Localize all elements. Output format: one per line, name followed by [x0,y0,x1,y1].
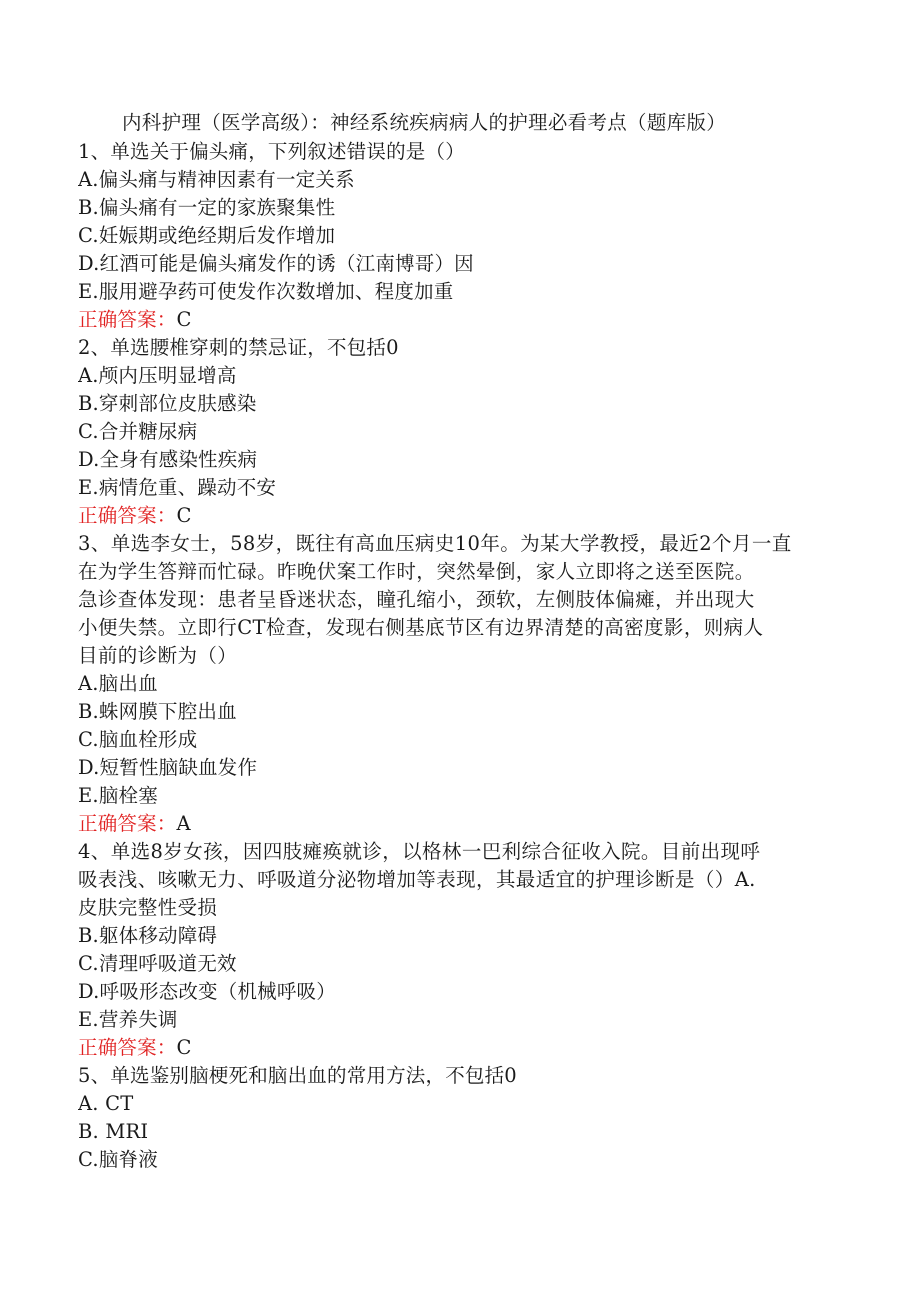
question-4 [78,838,838,1062]
question-stem: 5、单选鉴别脑梗死和脑出血的常用方法，不包括0 [78,1064,517,1087]
option-c: C.合并糖尿病 [78,420,198,443]
question-stem-line: 急诊查体发现：患者呈昏迷状态，瞳孔缩小，颈软，左侧肢体偏瘫，并出现大 [78,588,755,611]
option-b: B. MRI [78,1120,149,1143]
correct-answer [78,306,838,334]
option-e: E.营养失调 [78,1008,178,1031]
question-stem-line: 4、单选8岁女孩，因四肢瘫痪就诊，以格林一巴利综合征收入院。目前出现呼 [78,840,761,863]
option-a: A.偏头痛与精神因素有一定关系 [78,168,355,191]
answer-label: 正确答案： [78,504,177,527]
answer-value: C [176,1036,192,1059]
question-3 [78,530,838,838]
answer-value: C [176,504,192,527]
option-a: A. CT [78,1092,134,1115]
answer-label: 正确答案： [78,1036,177,1059]
option-c: C.脑血栓形成 [78,728,198,751]
question-stem-line: 3、单选李女士，58岁，既往有高血压病史10年。为某大学教授，最近2个月一直 [78,532,792,555]
option-d: D.短暂性脑缺血发作 [78,756,258,779]
answer-label: 正确答案： [78,308,177,331]
option-b: B.偏头痛有一定的家族聚集性 [78,196,336,219]
option-e: E.病情危重、躁动不安 [78,476,277,499]
option-b: B.蛛网膜下腔出血 [78,700,237,723]
question-list [78,138,838,1174]
option-b: B.躯体移动障碍 [78,924,218,947]
question-5 [78,1062,838,1174]
question-stem-line: 皮肤完整性受损 [78,896,218,919]
option-b: B.穿刺部位皮肤感染 [78,392,257,415]
option-d: D.呼吸形态改变（机械呼吸） [78,980,336,1003]
option-d: D.全身有感染性疾病 [78,448,258,471]
correct-answer [78,810,838,838]
question-stem-line: 小便失禁。立即行CT检查，发现右侧基底节区有边界清楚的高密度影，则病人 [78,616,764,639]
question-1 [78,138,838,334]
option-e: E.脑栓塞 [78,784,158,807]
correct-answer [78,1034,838,1062]
option-c: C.清理呼吸道无效 [78,952,237,975]
question-stem-line: 在为学生答辩而忙碌。昨晚伏案工作时，突然晕倒，家人立即将之送至医院。 [78,560,755,583]
question-2 [78,334,838,530]
answer-value: A [176,812,191,835]
option-c: C.脑脊液 [78,1148,158,1171]
question-stem-line: 吸表浅、咳嗽无力、呼吸道分泌物增加等表现，其最适宜的护理诊断是（）A. [78,868,756,891]
document-title: 内科护理（医学高级）：神经系统疾病病人的护理必看考点（题库版） [122,111,727,134]
correct-answer [78,502,838,530]
question-stem-line: 目前的诊断为（） [78,644,238,667]
option-d: D.红酒可能是偏头痛发作的诱（江南博哥）因 [78,252,474,275]
option-a: A.颅内压明显增高 [78,364,237,387]
answer-label: 正确答案： [78,812,177,835]
option-a: A.脑出血 [78,672,158,695]
question-stem: 2、单选腰椎穿刺的禁忌证，不包括0 [78,336,399,359]
option-c: C.妊娠期或绝经期后发作增加 [78,224,336,247]
option-e: E.服用避孕药可使发作次数增加、程度加重 [78,280,454,303]
answer-value: C [176,308,192,331]
question-stem: 1、单选关于偏头痛，下列叙述错误的是（） [78,140,465,163]
